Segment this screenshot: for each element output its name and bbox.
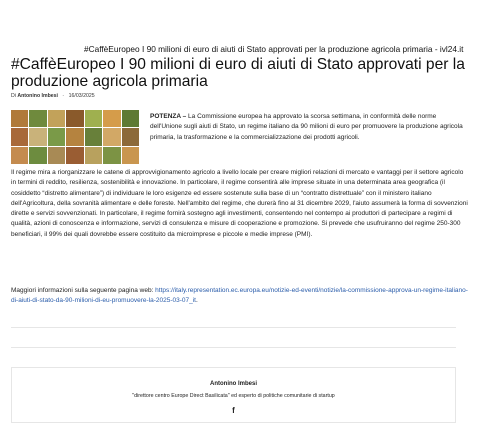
- divider: [11, 327, 456, 328]
- thumbnail-tile: [11, 110, 28, 127]
- thumbnail-tile: [103, 110, 120, 127]
- facebook-icon[interactable]: f: [232, 406, 235, 415]
- lead-text: La Commissione europea ha approvato la scorsa settimana, in conformità delle norme dell'Unione sugli aiuti di Stato, un regime italiano da 90 milioni di euro per promuovere la produzione agricola primaria, la trasformazione e la commercializzazione dei prodotti agricoli.: [150, 113, 463, 141]
- meta-date: 16/03/2025: [68, 93, 95, 99]
- more-info-label: Maggiori informazioni sulla seguente pagina web:: [11, 287, 156, 294]
- author-box-bio: "direttore centro Europe Direct Basilicata" ed esperto di politiche comunitarie di startup: [132, 393, 335, 399]
- article-title: #CaffèEuropeo I 90 milioni di euro di aiuti di Stato approvati per la produzione agricola primaria: [11, 56, 465, 90]
- thumbnail-tile: [48, 128, 65, 145]
- thumbnail-tile: [29, 110, 46, 127]
- thumbnail-tile: [11, 147, 28, 164]
- thumbnail-tile: [85, 110, 102, 127]
- article-lead: [150, 112, 468, 143]
- article-paragraph-1: Il regime mira a riorganizzare le catene di approvvigionamento agricolo a livello locale per creare migliori relazioni di mercato e vantaggi per il settore agricolo in termini di reddito, resilienza, sostenibilità e innovazione. In particolare, il regime consentirà alle imprese situate in una determinata area geografica (il cosiddetto “distretto alimentare”) di individuare le loro esigenze ed essere sostenute sulla base di un “contratto distrettuale” con il ministero italiano dell'Agricoltura, della sovranità alimentare e delle foreste. Nell'ambito del regime, che durerà fino al 31 dicembre 2029, l'aiuto assumerà la forma di sovvenzioni dirette e servizi sovvenzionati. In particolare, il regime fornirà sostegno agli investimenti, consentendo nel contempo ai produttori di partecipare a regimi di qualità, azioni di conoscenza e informazione, servizi di consulenza e misure di cooperazione e promozione. Si prevede che usufruiranno del regime 250-300 beneficiari, il 99% dei quali dovrebbe essere costituito da microimprese e piccole e medie imprese (PMI).: [11, 169, 468, 238]
- thumbnail-tile: [66, 147, 83, 164]
- thumbnail-tile: [29, 147, 46, 164]
- thumbnail-tile: [85, 147, 102, 164]
- lead-location: POTENZA –: [150, 113, 187, 120]
- thumbnail-tile: [85, 128, 102, 145]
- thumbnail-tile: [48, 110, 65, 127]
- thumbnail-tile: [11, 128, 28, 145]
- top-bar-title: #CaffèEuropeo I 90 milioni di euro di aiuti di Stato approvati per la produzione agricola primaria - ivl24.it: [84, 44, 464, 54]
- thumbnail-tile: [29, 128, 46, 145]
- meta-prefix: Di: [11, 93, 16, 99]
- meta-author-link[interactable]: Antonino Imbesi: [17, 93, 58, 99]
- thumbnail-tile: [103, 147, 120, 164]
- divider: [11, 347, 456, 348]
- more-info-paragraph: [11, 286, 469, 307]
- author-box-name[interactable]: Antonino Imbesi: [210, 381, 257, 387]
- meta-separator: -: [62, 93, 65, 99]
- thumbnail-tile: [103, 128, 120, 145]
- thumbnail-tile: [122, 147, 139, 164]
- thumbnail-tile: [66, 110, 83, 127]
- author-box: [11, 367, 456, 423]
- article-meta: [11, 93, 95, 99]
- article-thumbnail-image: [11, 110, 139, 164]
- thumbnail-tile: [122, 110, 139, 127]
- thumbnail-tile: [48, 147, 65, 164]
- thumbnail-tile: [66, 128, 83, 145]
- thumbnail-tile: [122, 128, 139, 145]
- more-info-end: .: [195, 297, 198, 305]
- more-info-link[interactable]: https://italy.representation.ec.europa.eu/notizie-ed-eventi/notizie/la-commissione-approva-un-regime-italiano-di-aiuti-di-stato-da-90-milioni-di-eu-promuovere-la-2025-03-07_it: [11, 287, 468, 305]
